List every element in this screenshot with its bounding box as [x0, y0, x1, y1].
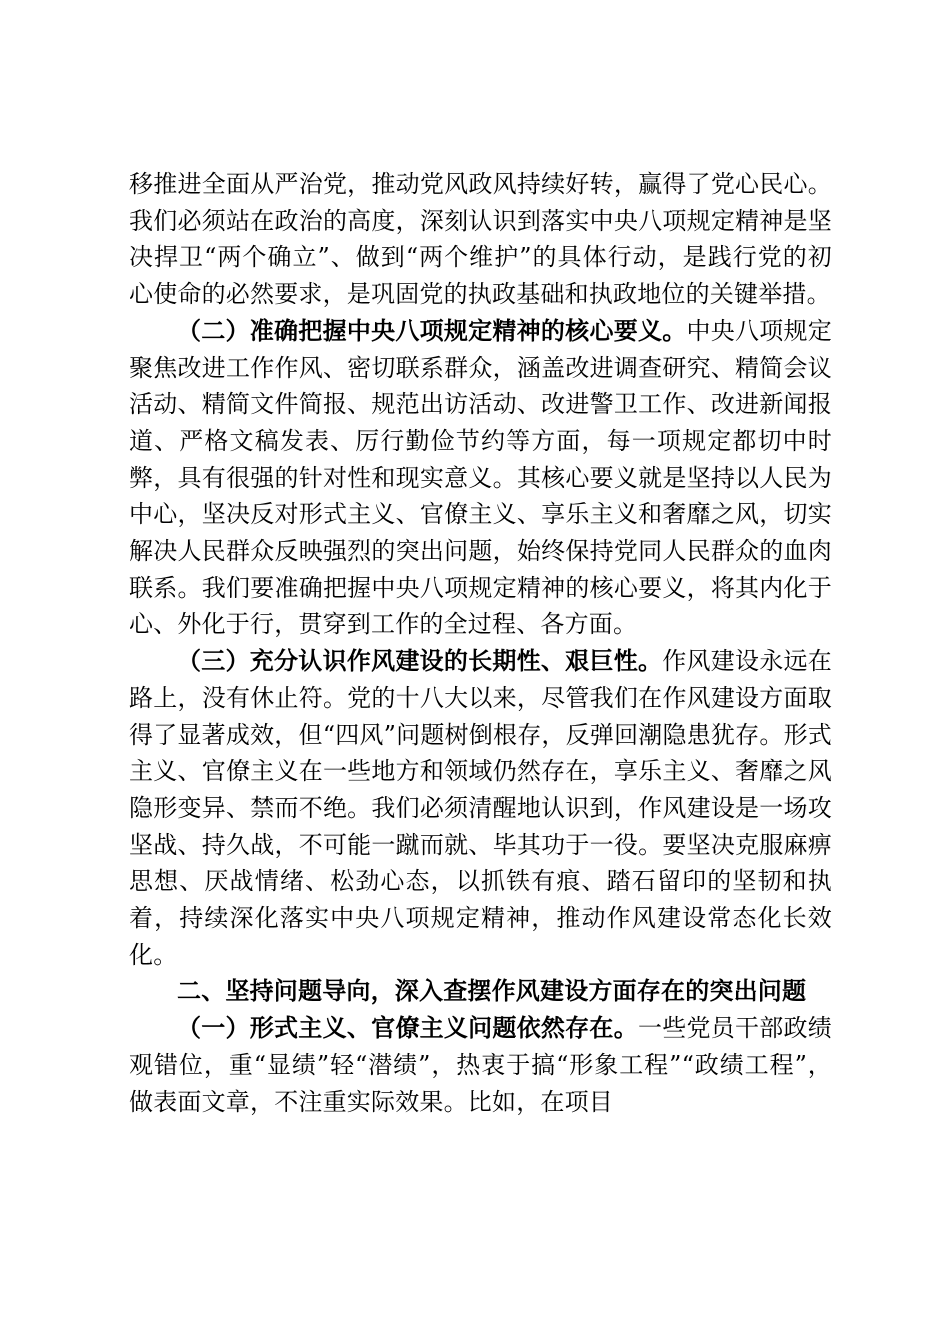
paragraph-section-three-lead: （三）充分认识作风建设的长期性、艰巨性。	[177, 646, 663, 676]
paragraph-subsection-one-lead: （一）形式主义、官僚主义问题依然存在。	[177, 1013, 638, 1043]
document-body	[129, 166, 832, 1120]
paragraph-continuation	[129, 166, 832, 313]
paragraph-continuation-text: 移推进全面从严治党，推动党风政风持续好转，赢得了党心民心。我们必须站在政治的高度，深刻认识到落实中央八项规定精神是坚决捍卫“两个确立”、做到“两个维护”的具体行动，是践行党的初心使命的必然要求，是巩固党的执政基础和执政地位的关键举措。	[129, 170, 832, 309]
paragraph-section-three	[129, 643, 832, 973]
paragraph-section-two	[129, 313, 832, 643]
paragraph-subsection-one	[129, 1010, 832, 1120]
paragraph-section-two-text: 中央八项规定聚焦改进工作作风、密切联系群众，涵盖改进调查研究、精简会议活动、精简文件简报、规范出访活动、改进警卫工作、改进新闻报道、严格文稿发表、厉行勤俭节约等方面，每一项规定都切中时弊，具有很强的针对性和现实意义。其核心要义就是坚持以人民为中心，坚决反对形式主义、官僚主义、享乐主义和奢靡之风，切实解决人民群众反映强烈的突出问题，始终保持党同人民群众的血肉联系。我们要准确把握中央八项规定精神的核心要义，将其内化于心、外化于行，贯穿到工作的全过程、各方面。	[129, 316, 833, 639]
paragraph-section-two-lead: （二）准确把握中央八项规定精神的核心要义。	[177, 315, 687, 345]
paragraph-subsection-one-text: 一些党员干部政绩观错位，重“显绩”轻“潜绩”，热衷于搞“形象工程”“政绩工程”，做表面文章，不注重实际效果。比如，在项目	[129, 1014, 832, 1116]
section-heading: 二、坚持问题导向，深入查摆作风建设方面存在的突出问题	[177, 977, 807, 1006]
paragraph-section-three-text: 作风建设永远在路上，没有休止符。党的十八大以来，尽管我们在作风建设方面取得了显著成效，但“四风”问题树倒根存，反弹回潮隐患犹存。形式主义、官僚主义在一些地方和领域仍然存在，享乐主义、奢靡之风隐形变异、禁而不绝。我们必须清醒地认识到，作风建设是一场攻坚战、持久战，不可能一蹴而就、毕其功于一役。要坚决克服麻痹思想、厌战情绪、松劲心态，以抓铁有痕、踏石留印的坚韧和执着，持续深化落实中央八项规定精神，推动作风建设常态化长效化。	[129, 647, 833, 969]
